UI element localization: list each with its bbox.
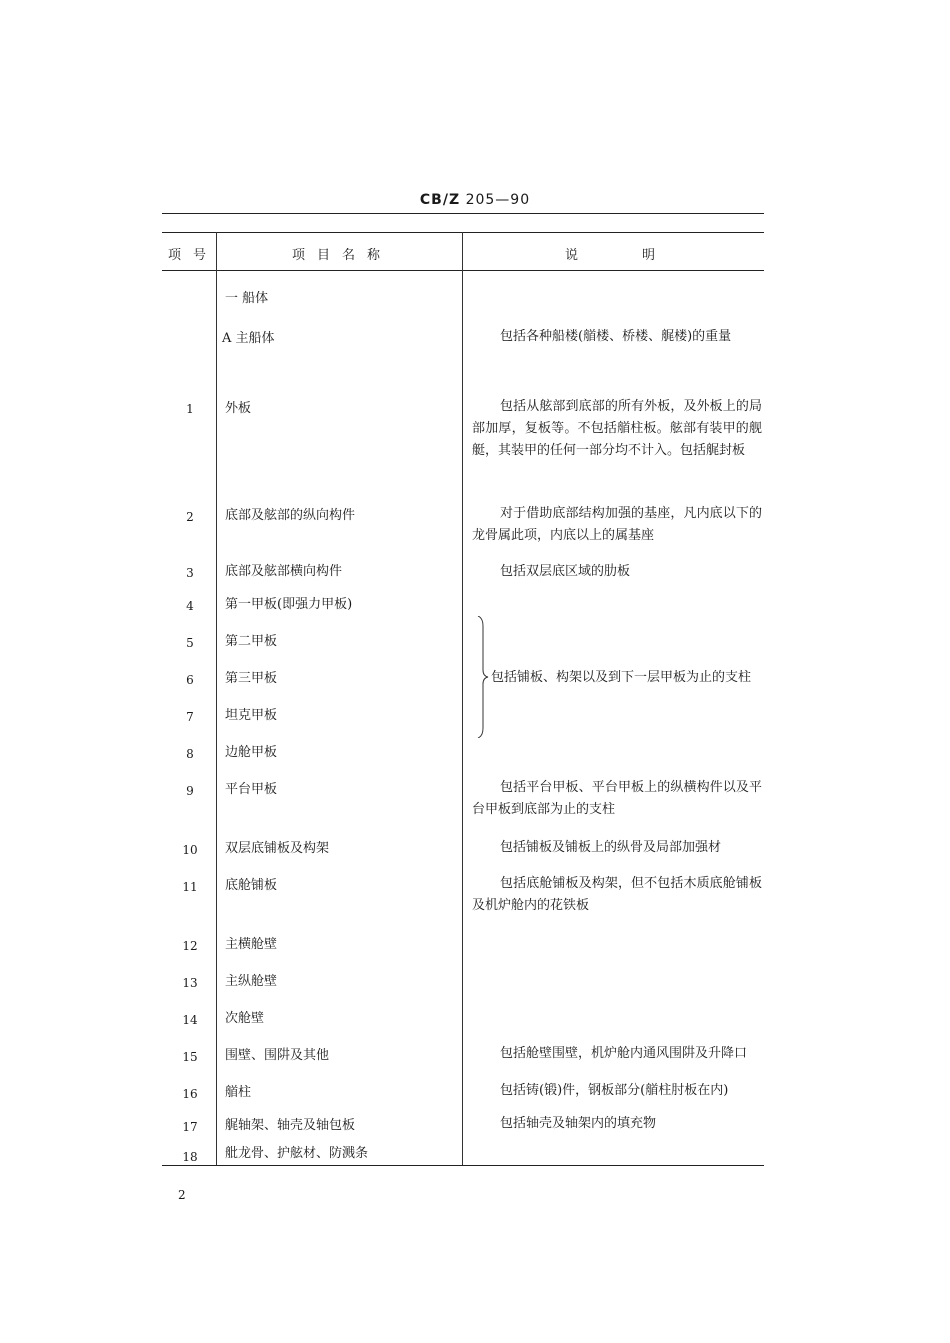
group-note: 包括铺板、构架以及到下一层甲板为止的支柱 <box>491 670 752 685</box>
row-name: 外板 <box>225 401 252 416</box>
row-name: 主纵舱壁 <box>225 974 278 989</box>
row-number: 17 <box>182 1120 198 1134</box>
row-name: 坦克甲板 <box>225 708 278 723</box>
column-divider-1 <box>216 232 217 1165</box>
grouping-brace <box>476 616 490 738</box>
row-number: 9 <box>186 784 194 798</box>
page-number: 2 <box>178 1188 186 1202</box>
row-name: 主横舱壁 <box>225 937 278 952</box>
section-hull: 一 船体 <box>225 291 269 306</box>
row-name: 次舱壁 <box>225 1011 265 1026</box>
row-name: 底舱铺板 <box>225 878 278 893</box>
row-name: 第二甲板 <box>225 634 278 649</box>
row-name: 围壁、围阱及其他 <box>225 1048 330 1063</box>
row-number: 4 <box>186 599 194 613</box>
row-number: 12 <box>182 939 198 953</box>
row-desc: 包括铸(锻)件，钢板部分(艏柱肘板在内) <box>500 1083 729 1098</box>
row-desc: 包括底舱铺板及构架，但不包括木质底舱铺板及机炉舱内的花铁板 <box>472 876 762 913</box>
row-desc: 包括铺板及铺板上的纵骨及局部加强材 <box>500 840 722 855</box>
standard-header <box>0 192 950 208</box>
row-number: 10 <box>182 843 198 857</box>
row-name: 第三甲板 <box>225 671 278 686</box>
row-name: 边舱甲板 <box>225 745 278 760</box>
row-name: 艉轴架、轴壳及轴包板 <box>225 1118 356 1133</box>
row-number: 1 <box>186 402 194 416</box>
header-item-no: 项号 <box>168 248 219 263</box>
table-head-rule <box>162 270 764 271</box>
row-number: 16 <box>182 1087 198 1101</box>
header-rule <box>162 213 764 214</box>
row-desc: 包括舱壁围壁，机炉舱内通风围阱及升降口 <box>500 1046 748 1061</box>
header-item-name: 项目名称 <box>292 248 393 263</box>
row-number: 2 <box>186 510 194 524</box>
row-name: 艏柱 <box>225 1085 252 1100</box>
row-number: 6 <box>186 673 194 687</box>
row-number: 8 <box>186 747 194 761</box>
row-number: 14 <box>182 1013 198 1027</box>
row-number: 3 <box>186 566 194 580</box>
row-name: 底部及舷部的纵向构件 <box>225 508 356 523</box>
standard-code: CB/Z <box>419 192 461 208</box>
row-desc: 包括平台甲板、平台甲板上的纵横构件以及平台甲板到底部为止的支柱 <box>472 780 762 817</box>
table-top-rule <box>162 232 764 233</box>
standard-number: 205—90 <box>465 192 531 208</box>
row-number: 11 <box>182 880 198 894</box>
row-name: 平台甲板 <box>225 782 278 797</box>
section-main-hull: A 主船体 <box>222 331 275 346</box>
row-number: 7 <box>186 710 194 724</box>
row-desc: 包括轴壳及轴架内的填充物 <box>500 1116 657 1131</box>
row-number: 15 <box>182 1050 198 1064</box>
row-desc: 对于借助底部结构加强的基座，凡内底以下的龙骨属此项，内底以上的属基座 <box>472 506 762 543</box>
row-name: 舭龙骨、护舷材、防溅条 <box>225 1146 369 1161</box>
row-name: 底部及舷部横向构件 <box>225 564 343 579</box>
row-number: 13 <box>182 976 198 990</box>
row-name: 第一甲板(即强力甲板) <box>225 597 353 612</box>
table-bottom-rule <box>162 1165 764 1166</box>
row-desc: 包括双层底区域的肋板 <box>500 564 631 579</box>
column-divider-2 <box>462 232 463 1165</box>
header-description: 说明 <box>565 248 720 263</box>
row-number: 5 <box>186 636 194 650</box>
row-name: 双层底铺板及构架 <box>225 841 330 856</box>
row-number: 18 <box>182 1150 198 1164</box>
row-desc: 包括从舷部到底部的所有外板，及外板上的局部加厚，复板等。不包括艏柱板。舷部有装甲的舰艇，其装甲的任何一部分均不计入。包括艉封板 <box>472 399 762 458</box>
section-main-hull-desc: 包括各种船楼(艏楼、桥楼、艉楼)的重量 <box>500 329 732 344</box>
